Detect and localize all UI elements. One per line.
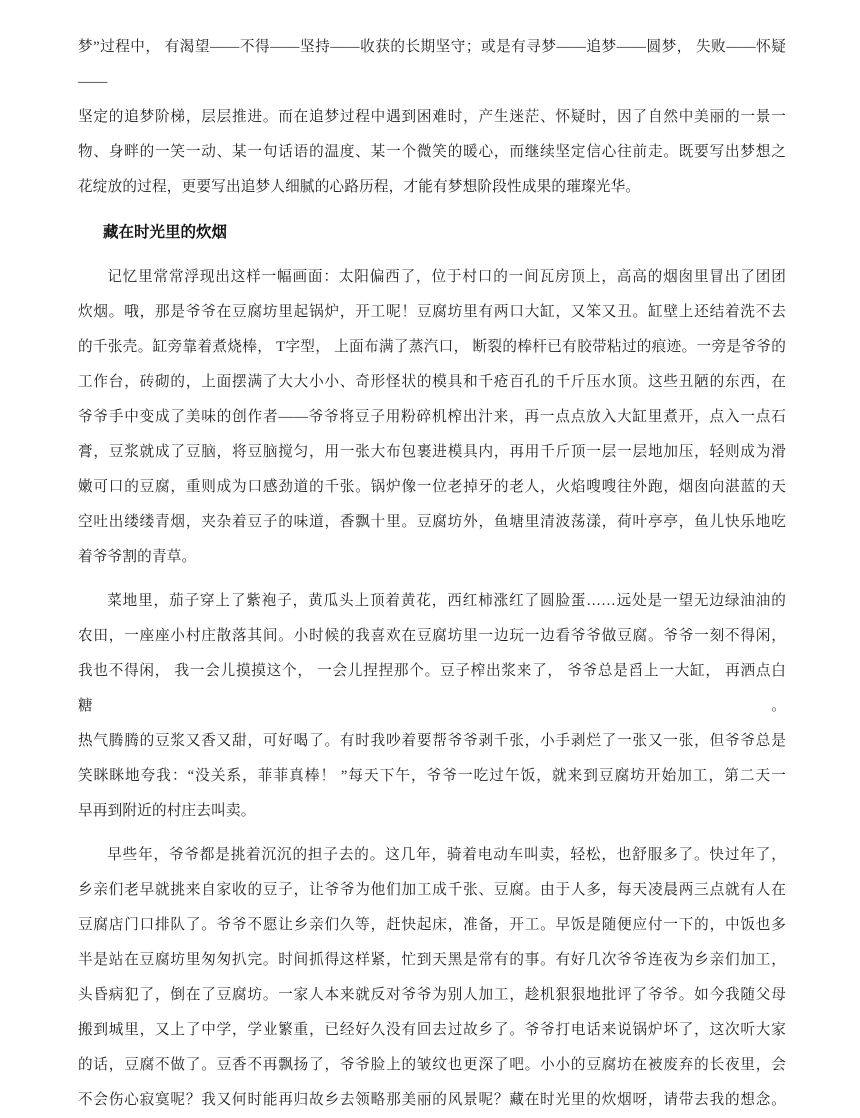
text-line: 早些年，爷爷都是挑着沉沉的担子去的。这几年，骑着电动车叫卖，轻松，也舒服多了。快过年了，: [107, 847, 786, 863]
text-line: 着爷爷割的青草。: [78, 549, 197, 565]
text-line: 搬到城里，又上了中学，学业繁重，已经好久没有回去过故乡了。爷爷打电话来说锅炉坏了，这次听大家: [78, 1022, 786, 1038]
text-line: 坚定的追梦阶梯，层层推进。而在追梦过程中遇到困难时，产生迷茫、怀疑时，因了自然中美丽的一景一: [78, 109, 786, 125]
text-line: 工作台，砖砌的，上面摆满了大大小小、奇形怪状的模具和千疮百孔的千斤压水顶。这些丑陋的东西，在: [78, 374, 786, 390]
text-line: 的话，豆腐不做了。豆香不再飘扬了，爷爷脸上的皱纹也更深了吧。小小的豆腐坊在被废弃的长夜里，会: [78, 1057, 786, 1073]
paragraph: [78, 260, 786, 575]
text-line: 头昏病犯了，倒在了豆腐坊。一家人本来就反对爷爷为别人加工，趁机狠狠地批评了爷爷。如今我随父母: [78, 987, 786, 1003]
text-line: 早再到附近的村庄去叫卖。: [78, 803, 256, 819]
text-line: 农田，一座座小村庄散落其间。小时候的我喜欢在豆腐坊里一边玩一边看爷爷做豆腐。爷爷一刻不得闲，: [78, 628, 786, 644]
paragraph: [78, 584, 786, 829]
text-line: 乡亲们老早就挑来自家收的豆子，让爷爷为他们加工成千张、豆腐。由于人多，每天凌晨两三点就有人在: [78, 882, 786, 898]
text-line: 笑眯眯地夸我：“没关系，菲菲真棒！ ”每天下午，爷爷一吃过午饭，就来到豆腐坊开始加工，第二天一: [78, 768, 786, 784]
text-line: 不会伤心寂寞呢？我又何时能再归故乡去领略那美丽的风景呢？藏在时光里的炊烟呀，请带去我的想念。: [78, 1092, 786, 1108]
text-line: 半是站在豆腐坊里匆匆扒完。时间抓得这样紧，忙到天黑是常有的事。有好几次爷爷连夜为乡亲们加工，: [78, 952, 786, 968]
text-line: 豆腐店门口排队了。爷爷不愿让乡亲们久等，赶快起床，准备，开工。早饭是随便应付一下的，中饭也多: [78, 917, 786, 933]
text-line: 的千张壳。缸旁靠着煮烧棒， T字型， 上面布满了蒸汽口， 断裂的棒杆已有胶带粘过的痕迹。一旁是爷爷的: [78, 339, 786, 355]
paragraph: [78, 30, 786, 205]
paragraph: [78, 838, 786, 1118]
text-line: 菜地里，茄子穿上了紫袍子，黄瓜头上顶着黄花，西红柿涨红了圆脸蛋……远处是一望无边绿油油的: [107, 593, 786, 609]
text-line: 膏，豆浆就成了豆脑，将豆脑搅匀，用一张大布包裹进模具内，再用千斤顶一层一层地加压，轻则成为滑: [78, 444, 786, 460]
text-line: 梦”过程中， 有渴望——不得——坚持——收获的长期坚守；或是有寻梦——追梦——圆梦， 失败——怀疑——: [78, 39, 786, 90]
text-line: 记忆里常常浮现出这样一幅画面：太阳偏西了，位于村口的一间瓦房顶上，高高的烟囱里冒出了团团: [107, 269, 786, 285]
text-line: 热气腾腾的豆浆又香又甜，可好喝了。有时我吵着要帮爷爷剥千张，小手剥烂了一张又一张，但爷爷总是: [78, 733, 786, 749]
text-line: 物、身畔的一笑一动、某一句话语的温度、某一个微笑的暖心，而继续坚定信心往前走。既要写出梦想之: [78, 144, 786, 160]
essay-title: 藏在时光里的炊烟: [103, 224, 228, 241]
text-line: 花绽放的过程，更要写出追梦人细腻的心路历程，才能有梦想阶段性成果的璀璨光华。: [78, 179, 641, 195]
text-line: 我也不得闲， 我一会儿摸摸这个， 一会儿捏捏那个。豆子榨出浆来了， 爷爷总是舀上一大缸， 再洒点白糖。: [78, 663, 786, 714]
text-line: 炊烟。哦，那是爷爷在豆腐坊里起锅炉，开工呢！豆腐坊里有两口大缸，又笨又丑。缸壁上还结着洗不去: [78, 304, 786, 320]
text-line: 嫩可口的豆腐，重则成为口感劲道的千张。锅炉像一位老掉牙的老人，火焰嗖嗖往外跑，烟囱向湛蓝的天: [78, 479, 786, 495]
text-line: 空吐出缕缕青烟，夹杂着豆子的味道，香飘十里。豆腐坊外，鱼塘里清波荡漾，荷叶亭亭，鱼儿快乐地吃: [78, 514, 786, 530]
text-line: 爷爷手中变成了美味的创作者——爷爷将豆子用粉碎机榨出汁来，再一点点放入大缸里煮开，点入一点石: [78, 409, 786, 425]
